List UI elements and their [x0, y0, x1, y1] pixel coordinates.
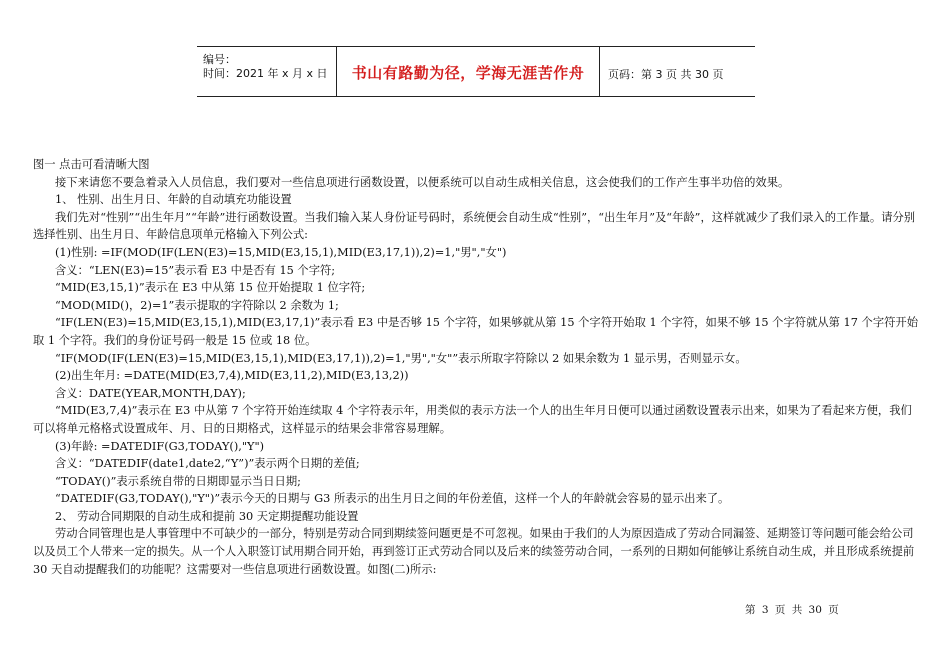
- figure-caption: 图一 点击可看清晰大图: [33, 158, 150, 171]
- header-page-cell: [600, 47, 755, 96]
- section-heading-2: 2、 劳动合同期限的自动生成和提前 30 天定期提醒功能设置: [55, 509, 359, 523]
- document-date-label: 时间：2021 年 x 月 x 日: [203, 67, 328, 80]
- formula-explanation: “MOD(MID()，2)=1”表示提取的字符除以 2 余数为 1;: [55, 298, 339, 312]
- formula-explanation: “TODAY()”表示系统自带的日期即显示当日日期;: [55, 474, 301, 488]
- header-info-cell: [197, 47, 337, 96]
- formula-explanation: “DATEDIF(G3,TODAY(),"Y")”表示今天的日期与 G3 所表示的出生月日之间的年份差值，这样一个人的年龄就会容易的显示出来了。: [55, 492, 730, 506]
- intro-paragraph: 接下来请您不要急着录入人员信息，我们要对一些信息项进行函数设置，以便系统可以自动生成相关信息，这会使我们的工作产生事半功倍的效果。: [55, 175, 790, 189]
- formula-explanation: “IF(MOD(IF(LEN(E3)=15,MID(E3,15,1),MID(E3,17,1)),2)=1,"男","女"”表示所取字符除以 2 如果余数为 1 显示男，否则显示女。: [55, 351, 747, 365]
- formula-gender: (1)性别: =IF(MOD(IF(LEN(E3)=15,MID(E3,15,1),MID(E3,17,1)),2)=1,"男","女"): [55, 245, 507, 259]
- header-motto: 书山有路勤为径，学海无涯苦作舟: [351, 64, 585, 82]
- formula-age: (3)年龄: =DATEDIF(G3,TODAY(),"Y"): [55, 439, 265, 453]
- formula-explanation: “IF(LEN(E3)=15,MID(E3,15,1),MID(E3,17,1)”表示看 E3 中是否够 15 个字符，如果够就从第 15 个字符开始取 1 个字符，如果不够 15 个字符就从第 17 个字符开始取 1 个字符。我们的身份证号码一般是 15 位或 18 位。: [33, 316, 919, 347]
- section-heading-1: 1、 性别、出生月日、年龄的自动填充功能设置: [55, 193, 292, 207]
- formula-explanation: 含义：DATE(YEAR,MONTH,DAY);: [55, 386, 246, 400]
- header-page-code: 页码：第 3 页 共 30 页: [608, 68, 724, 81]
- paragraph: 劳动合同管理也是人事管理中不可缺少的一部分，特别是劳动合同到期续签问题更是不可忽视。如果由于我们的人为原因造成了劳动合同漏签、延期签订等问题可能会给公司以及员工个人带来一定的损失。从一个人入职签订试用期合同开始，再到签订正式劳动合同以及后来的续签劳动合同，一系列的日期如何能够让系统自动生成，并且形成系统提前 30 天自动提醒我们的功能呢？这需要对一些信息项进行函数设置。如图(二)所示:: [33, 527, 915, 576]
- formula-explanation: “MID(E3,7,4)”表示在 E3 中从第 7 个字符开始连续取 4 个字符表示年，用类似的表示方法一个人的出生年月日便可以通过函数设置表示出来，如果为了看起来方便，我们可以将单元格格式设置成年、月、日的日期格式，这样显示的结果会非常容易理解。: [33, 404, 912, 435]
- page-header: [197, 46, 755, 97]
- header-motto-cell: [337, 47, 600, 96]
- document-body: [33, 156, 918, 578]
- page-footer: 第 3 页 共 30 页: [745, 604, 839, 616]
- document-number-label: 编号：: [203, 53, 236, 66]
- formula-explanation: 含义：“LEN(E3)=15”表示看 E3 中是否有 15 个字符;: [55, 263, 336, 277]
- formula-birthdate: (2)出生年月: =DATE(MID(E3,7,4),MID(E3,11,2),MID(E3,13,2)): [55, 369, 409, 383]
- formula-explanation: “MID(E3,15,1)”表示在 E3 中从第 15 位开始提取 1 位字符;: [55, 281, 366, 295]
- formula-explanation: 含义：“DATEDIF(date1,date2,“Y”)”表示两个日期的差值;: [55, 457, 360, 471]
- paragraph: 我们先对“性别”“出生年月”“年龄”进行函数设置。当我们输入某人身份证号码时，系统便会自动生成“性别”，“出生年月”及“年龄”，这样就减少了我们录入的工作量。请分别选择性别、出生月日、年龄信息项单元格输入下列公式:: [33, 210, 916, 242]
